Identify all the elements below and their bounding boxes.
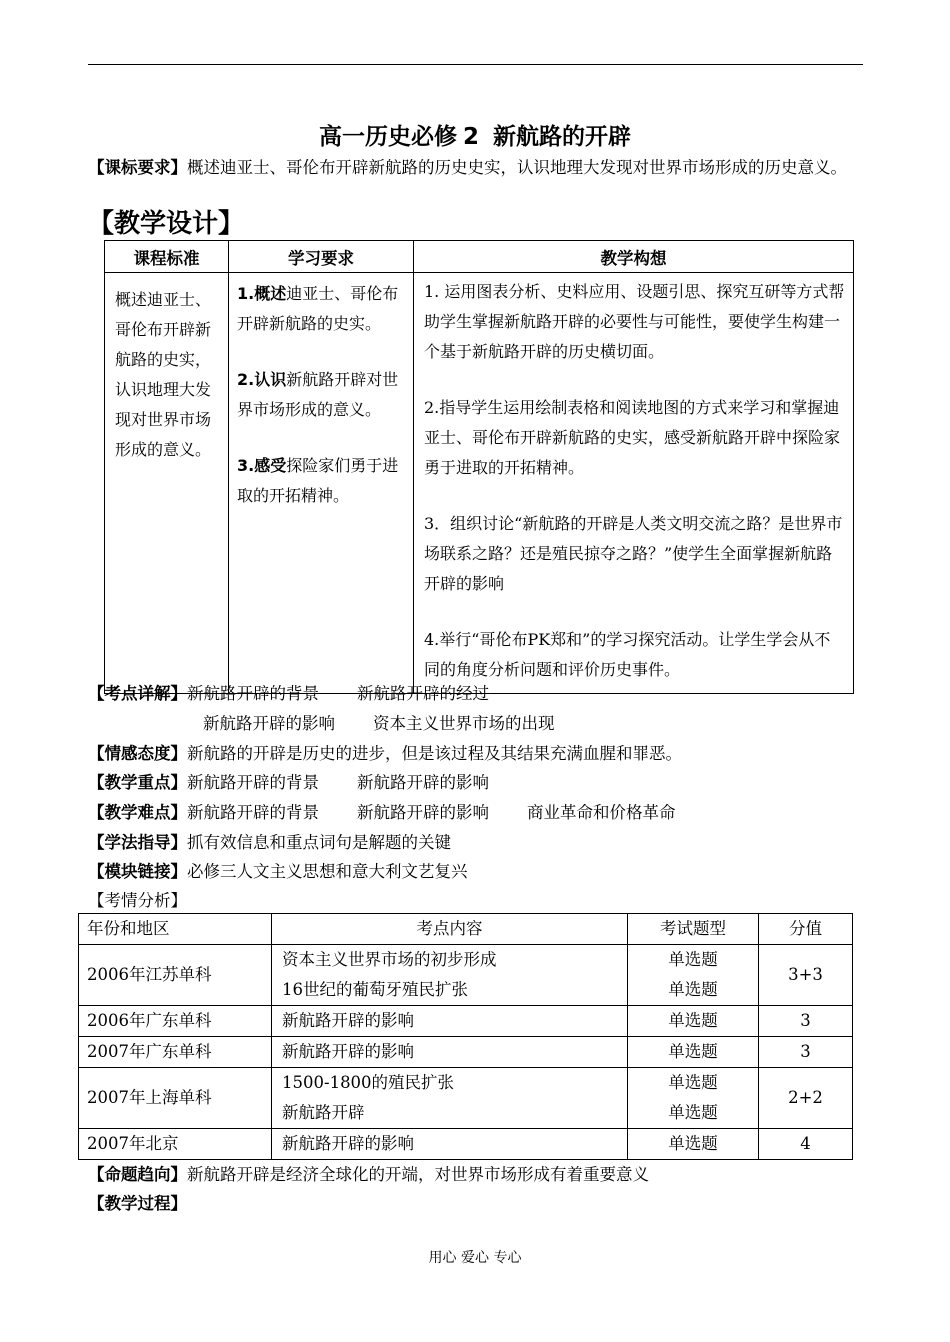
requirement-key: 2.认识 — [237, 370, 287, 389]
header-ideas: 教学构想 — [414, 241, 854, 273]
qinggan-label: 【情感态度】 — [88, 744, 187, 763]
nandian-item: 新航路开辟的影响 — [357, 803, 489, 822]
exam-content — [272, 1068, 628, 1129]
exam-type — [628, 945, 759, 1006]
zhongdian-line — [88, 769, 489, 793]
kaodian-item: 新航路开辟的影响 — [203, 714, 335, 733]
page-title — [0, 118, 950, 151]
requirement-item — [237, 451, 405, 511]
xuefa-label: 【学法指导】 — [88, 833, 187, 852]
exam-type: 单选题 — [628, 1129, 759, 1160]
exam-content — [272, 945, 628, 1006]
qinggan-text: 新航路的开辟是历史的进步，但是该过程及其结果充满血腥和罪恶。 — [187, 744, 682, 763]
header-requirements: 学习要求 — [229, 241, 414, 273]
exam-row — [79, 1037, 853, 1068]
exam-region: 2006年广东单科 — [79, 1006, 272, 1037]
mokuai-line — [88, 858, 468, 882]
header-type: 考试题型 — [628, 914, 759, 945]
kebiao-paragraph — [88, 153, 868, 182]
exam-type-line: 单选题 — [668, 1103, 718, 1122]
exam-type: 单选题 — [628, 1006, 759, 1037]
design-table-row — [105, 273, 854, 694]
exam-row — [79, 945, 853, 1006]
design-heading: 【教学设计】 — [88, 209, 245, 239]
guocheng-label: 【教学过程】 — [88, 1194, 187, 1213]
exam-region: 2007年上海单科 — [79, 1068, 272, 1129]
idea-item: 1. 运用图表分析、史料应用、设题引思、探究互研等方式帮助学生掌握新航路开辟的必要性与可能性，要使学生构建一个基于新航路开辟的历史横切面。 — [424, 282, 845, 361]
exam-region: 2007年北京 — [79, 1129, 272, 1160]
zhongdian-item: 新航路开辟的背景 — [187, 773, 319, 792]
kaoqing-label: 【考情分析】 — [88, 891, 187, 910]
nandian-item: 新航路开辟的背景 — [187, 803, 319, 822]
kaodian-label: 【考点详解】 — [88, 684, 187, 703]
kaodian-item: 新航路开辟的背景 — [187, 684, 319, 703]
mingti-line — [88, 1161, 649, 1185]
kebiao-label: 【课标要求】 — [88, 158, 187, 177]
exam-content-line: 1500-1800的殖民扩张 — [282, 1073, 455, 1092]
header-rule — [88, 64, 863, 65]
title-main: 高一历史必修 — [318, 124, 457, 150]
exam-score: 3 — [759, 1037, 853, 1068]
exam-type: 单选题 — [628, 1037, 759, 1068]
kaodian-line-1 — [88, 680, 489, 704]
exam-table-header — [79, 914, 853, 945]
exam-score: 3+3 — [759, 945, 853, 1006]
mingti-text: 新航路开辟是经济全球化的开端，对世界市场形成有着重要意义 — [187, 1165, 649, 1184]
exam-content-line: 16世纪的葡萄牙殖民扩张 — [282, 980, 468, 999]
xuefa-text: 抓有效信息和重点词句是解题的关键 — [187, 833, 451, 852]
design-table — [104, 240, 854, 694]
exam-content: 新航路开辟的影响 — [272, 1129, 628, 1160]
kaodian-line-2 — [203, 710, 555, 734]
idea-item: 2.指导学生运用绘制表格和阅读地图的方式来学习和掌握迪亚士、哥伦布开辟新航路的史实，感受新航路开辟中探险家勇于进取的开拓精神。 — [424, 398, 841, 477]
exam-content: 新航路开辟的影响 — [272, 1006, 628, 1037]
exam-score: 2+2 — [759, 1068, 853, 1129]
idea-item: 4.举行“哥伦布PK郑和”的学习探究活动。让学生学会从不同的角度分析问题和评价历史事件。 — [424, 630, 831, 679]
requirements-cell — [229, 273, 414, 694]
exam-content-line: 新航路开辟 — [282, 1103, 365, 1122]
header-standard: 课程标准 — [105, 241, 229, 273]
exam-region: 2006年江苏单科 — [79, 945, 272, 1006]
mingti-label: 【命题趋向】 — [88, 1165, 187, 1184]
title-sub: 新航路的开辟 — [493, 124, 632, 150]
kaodian-item: 资本主义世界市场的出现 — [373, 714, 555, 733]
standard-text: 概述迪亚士、 哥伦布开辟新航路的史实，认识地理大发现对世界市场形成的意义。 — [115, 290, 212, 459]
exam-type-line: 单选题 — [668, 950, 718, 969]
title-number: 2 — [462, 124, 479, 150]
ideas-cell — [414, 273, 854, 694]
header-region: 年份和地区 — [79, 914, 272, 945]
exam-table — [78, 913, 853, 1160]
zhongdian-label: 【教学重点】 — [88, 773, 187, 792]
kaoqing-line — [88, 887, 187, 911]
requirement-text: 新航路开辟对世界市场形成的意义。 — [237, 370, 399, 419]
header-score: 分值 — [759, 914, 853, 945]
exam-row — [79, 1068, 853, 1129]
exam-region: 2007年广东单科 — [79, 1037, 272, 1068]
page-footer: 用心 爱心 专心 — [428, 1250, 522, 1266]
qinggan-line — [88, 740, 682, 764]
standard-cell — [105, 273, 229, 694]
exam-content: 新航路开辟的影响 — [272, 1037, 628, 1068]
nandian-line — [88, 799, 676, 823]
exam-content-line: 资本主义世界市场的初步形成 — [282, 950, 497, 969]
design-table-header — [105, 241, 854, 273]
requirement-item — [237, 365, 405, 425]
requirement-item — [237, 279, 405, 339]
exam-score: 4 — [759, 1129, 853, 1160]
requirement-key: 3.感受 — [237, 456, 287, 475]
exam-type-line: 单选题 — [668, 980, 718, 999]
mokuai-label: 【模块链接】 — [88, 862, 187, 881]
exam-type-line: 单选题 — [668, 1073, 718, 1092]
exam-score: 3 — [759, 1006, 853, 1037]
guocheng-line — [88, 1190, 187, 1214]
nandian-item: 商业革命和价格革命 — [527, 803, 676, 822]
zhongdian-item: 新航路开辟的影响 — [357, 773, 489, 792]
exam-row — [79, 1129, 853, 1160]
kebiao-text: 概述迪亚士、哥伦布开辟新航路的历史史实，认识地理大发现对世界市场形成的历史意义。 — [187, 158, 847, 177]
requirement-text: 迪亚士、哥伦布开辟新航路的史实。 — [237, 284, 399, 333]
idea-item: 3．组织讨论“新航路的开辟是人类文明交流之路？是世界市场联系之路？还是殖民掠夺之路？”使学生全面掌握新航路开辟的影响 — [424, 514, 843, 593]
requirement-key: 1.概述 — [237, 284, 287, 303]
xuefa-line — [88, 829, 451, 853]
header-content: 考点内容 — [272, 914, 628, 945]
nandian-label: 【教学难点】 — [88, 803, 187, 822]
kaodian-item: 新航路开辟的经过 — [357, 684, 489, 703]
requirement-text: 探险家们勇于进取的开拓精神。 — [237, 456, 399, 505]
exam-type — [628, 1068, 759, 1129]
exam-row — [79, 1006, 853, 1037]
mokuai-text: 必修三人文主义思想和意大利文艺复兴 — [187, 862, 468, 881]
